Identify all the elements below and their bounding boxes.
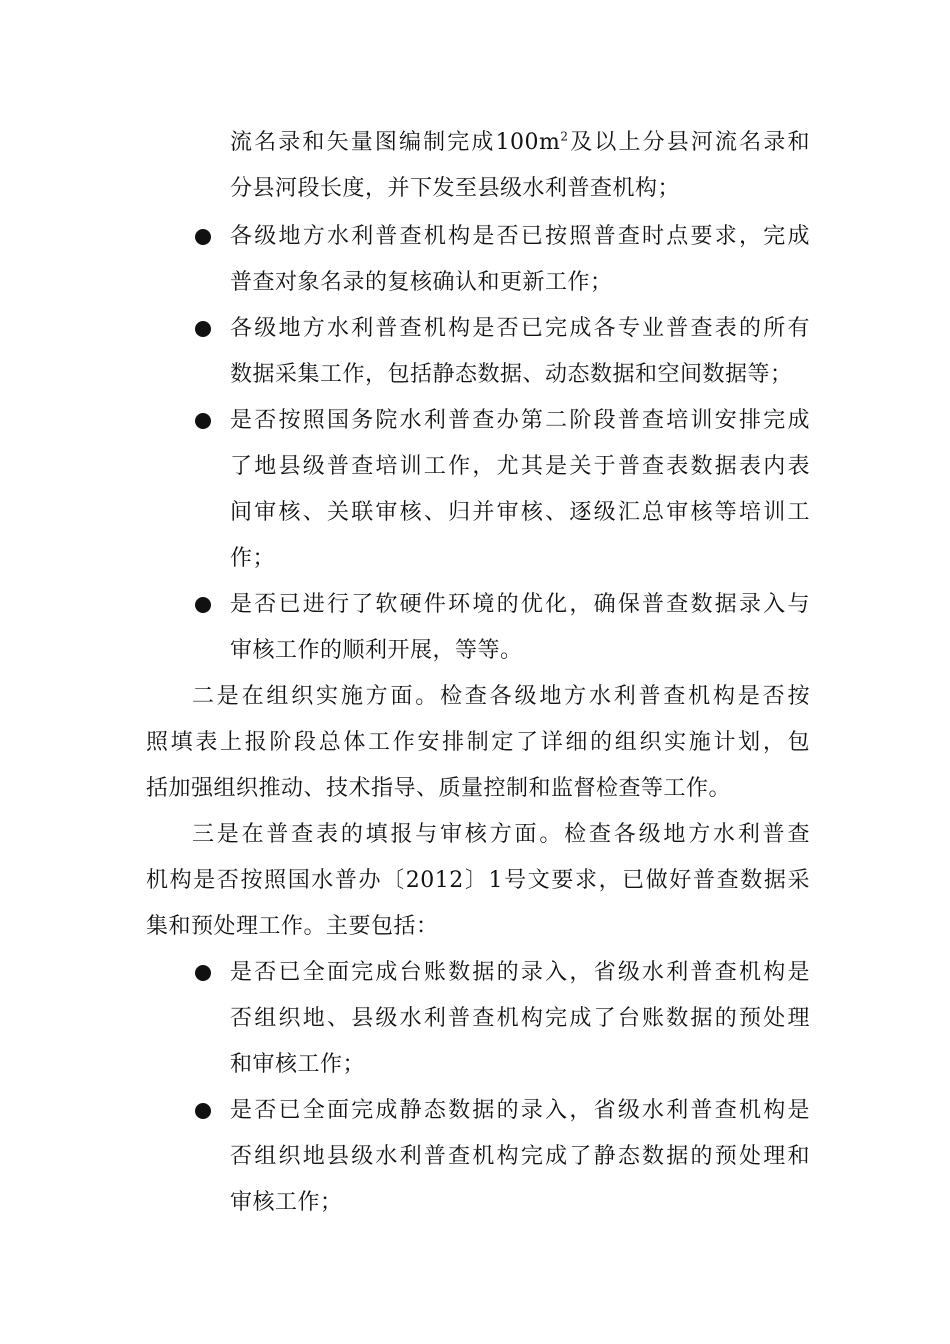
bullet-dot-icon [195, 965, 211, 981]
para3-line-3: 集和预处理工作。主要包括： [146, 914, 439, 939]
text-span: 流名录和矢量图编制完成 [230, 130, 496, 155]
bullet-dot-icon [195, 597, 211, 613]
bullet-b0-line-1: 是否已全面完成台账数据的录入，省级水利普查机构是 [230, 960, 810, 985]
bullet-b1-line-2: 否组织地县级水利普查机构完成了静态数据的预处理和 [230, 1144, 810, 1169]
bullet-a1-line-1: 各级地方水利普查机构是否已完成各专业普查表的所有 [230, 316, 810, 341]
bullet-a3-line-2: 审核工作的顺利开展，等等。 [230, 638, 523, 663]
bullet-a3-line-1: 是否已进行了软硬件环境的优化，确保普查数据录入与 [230, 592, 810, 617]
continuation-line-1 [230, 120, 810, 166]
bullet-a2-line-2: 了地县级普查培训工作，尤其是关于普查表数据表内表 [230, 454, 810, 479]
para2-line-3: 括加强组织推动、技术指导、质量控制和监督检查等工作。 [146, 776, 732, 801]
continuation-line-2: 分县河段长度，并下发至县级水利普查机构； [230, 176, 681, 201]
bullet-dot-icon [195, 321, 211, 337]
bullet-a1-line-2: 数据采集工作，包括静态数据、动态数据和空间数据等； [230, 362, 793, 387]
bullet-dot-icon [195, 413, 211, 429]
bullet-a2-line-4: 作； [230, 546, 276, 571]
bullet-a0-line-2: 普查对象名录的复核确认和更新工作； [230, 270, 613, 295]
bullet-a2-line-1: 是否按照国务院水利普查办第二阶段普查培训安排完成 [230, 408, 810, 433]
bullet-b0-line-2: 否组织地、县级水利普查机构完成了台账数据的预处理 [230, 1006, 810, 1031]
para2-line-2: 照填表上报阶段总体工作安排制定了详细的组织实施计划，包 [146, 730, 810, 755]
bullet-dot-icon [195, 229, 211, 245]
para2-line-1: 二是在组织实施方面。检查各级地方水利普查机构是否按 [192, 684, 810, 709]
bullet-a0-line-1: 各级地方水利普查机构是否已按照普查时点要求，完成 [230, 224, 810, 249]
unit-text: 100m [495, 130, 561, 155]
text-span: 及以上分县河流名录和 [568, 130, 810, 155]
bullet-b1-line-3: 审核工作； [230, 1190, 343, 1215]
bullet-b1-line-1: 是否已全面完成静态数据的录入，省级水利普查机构是 [230, 1098, 810, 1123]
para3-line-2: 机构是否按照国水普办〔2012〕1号文要求，已做好普查数据采 [146, 868, 810, 893]
para3-line-1: 三是在普查表的填报与审核方面。检查各级地方水利普查 [192, 822, 810, 847]
superscript: 2 [560, 129, 569, 144]
bullet-b0-line-3: 和审核工作； [230, 1052, 366, 1077]
bullet-a2-line-3: 间审核、关联审核、归并审核、逐级汇总审核等培训工 [230, 500, 810, 525]
bullet-dot-icon [195, 1103, 211, 1119]
